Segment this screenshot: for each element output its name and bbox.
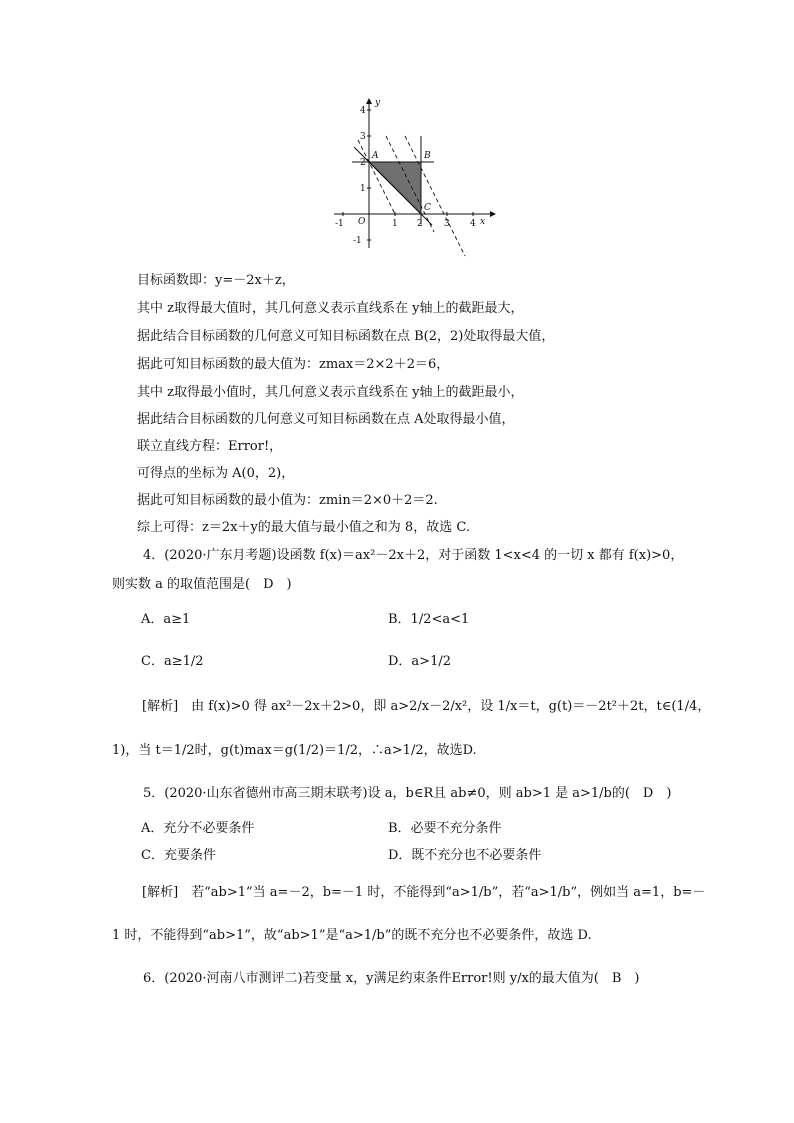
solution-line: 可得点的坐标为 A(0，2)，: [137, 466, 295, 481]
tick-x: -1: [335, 219, 344, 229]
question-5-option-c: C．充要条件: [141, 848, 216, 863]
point-b-label: B: [424, 151, 431, 161]
question-5-option-b: B．必要不充分条件: [388, 821, 502, 836]
question-6-stem: 6．(2020·河南八市测评二)若变量 x，y满足约束条件Error!则 y/x的最大值为( B ): [143, 971, 640, 986]
question-5-analysis: [解析] 若“ab>1”当 a=－2，b=－1 时，不能得到“a>1/b”，若“a>1/b”，例如当 a=1，b=－: [142, 885, 706, 900]
question-4-stem: 则实数 a 的取值范围是( D ): [112, 577, 292, 592]
question-4-analysis: [解析] 由 f(x)>0 得 ax²－2x＋2>0，即 a>2/x－2/x²，设 1/x＝t，g(t)＝－2t²＋2t，t∈(1/4，: [142, 699, 711, 714]
solution-line: 其中 z取得最大值时，其几何意义表示直线系在 y轴上的截距最大，: [137, 301, 524, 316]
solution-line: 联立直线方程：Error!，: [137, 439, 283, 454]
tick-y: 3: [360, 132, 366, 142]
x-axis-label: x: [480, 217, 486, 227]
question-4-option-a: A．a≥1: [141, 612, 191, 627]
tick-y: 2: [360, 158, 366, 168]
point-c-label: C: [424, 203, 431, 213]
y-axis-arrow: [366, 98, 372, 104]
solution-line: 目标函数即：y=－2x＋z，: [137, 273, 295, 288]
solution-line: 据此可知目标函数的最大值为：zmax＝2×2＋2＝6，: [137, 357, 450, 372]
tick-y: -1: [353, 236, 362, 246]
question-5-analysis: 1 时，不能得到“ab>1”，故“ab>1”是“a>1/b”的既不充分也不必要条件，故选 D.: [112, 928, 592, 943]
tick-x: 1: [392, 219, 398, 229]
question-4-stem: 4．(2020·广东月考题)设函数 f(x)＝ax²－2x＋2，对于函数 1<x<4 的一切 x 都有 f(x)>0，: [143, 548, 684, 563]
solution-line: 据此可知目标函数的最小值为：zmin＝2×0＋2＝2.: [137, 493, 438, 508]
question-5-option-a: A．充分不必要条件: [141, 821, 255, 836]
tick-x: 4: [470, 219, 476, 229]
question-5-option-d: D．既不充分也不必要条件: [388, 848, 542, 863]
question-4-option-c: C．a≥1/2: [141, 654, 204, 669]
solution-line: 据此结合目标函数的几何意义可知目标函数在点 B(2，2)处取得最大值，: [137, 329, 555, 344]
origin-label: O: [358, 217, 366, 227]
question-4-option-b: B．1/2<a<1: [388, 612, 470, 627]
tick-x: 3: [444, 219, 450, 229]
question-4-option-d: D．a>1/2: [388, 654, 451, 669]
solution-line: 据此结合目标函数的几何意义可知目标函数在点 A处取得最小值，: [137, 412, 515, 427]
tick-y: 4: [360, 106, 366, 116]
solution-line: 综上可得：z＝2x＋y的最大值与最小值之和为 8，故选 C.: [137, 520, 470, 535]
question-5-stem: 5．(2020·山东省德州市高三期末联考)设 a，b∈R且 ab≠0，则 ab>1 是 a>1/b的( D ): [143, 786, 672, 801]
question-4-analysis: 1)，当 t＝1/2时，g(t)max＝g(1/2)＝1/2，∴a>1/2，故选D.: [112, 743, 477, 758]
tick-y: 1: [360, 184, 366, 194]
solution-line: 其中 z取得最小值时，其几何意义表示直线系在 y轴上的截距最小，: [137, 385, 524, 400]
x-axis-arrow: [490, 211, 496, 217]
y-axis-label: y: [375, 98, 381, 108]
feasible-region-graph: [330, 96, 500, 258]
point-a-label: A: [372, 151, 379, 161]
tick-x: 2: [417, 219, 423, 229]
